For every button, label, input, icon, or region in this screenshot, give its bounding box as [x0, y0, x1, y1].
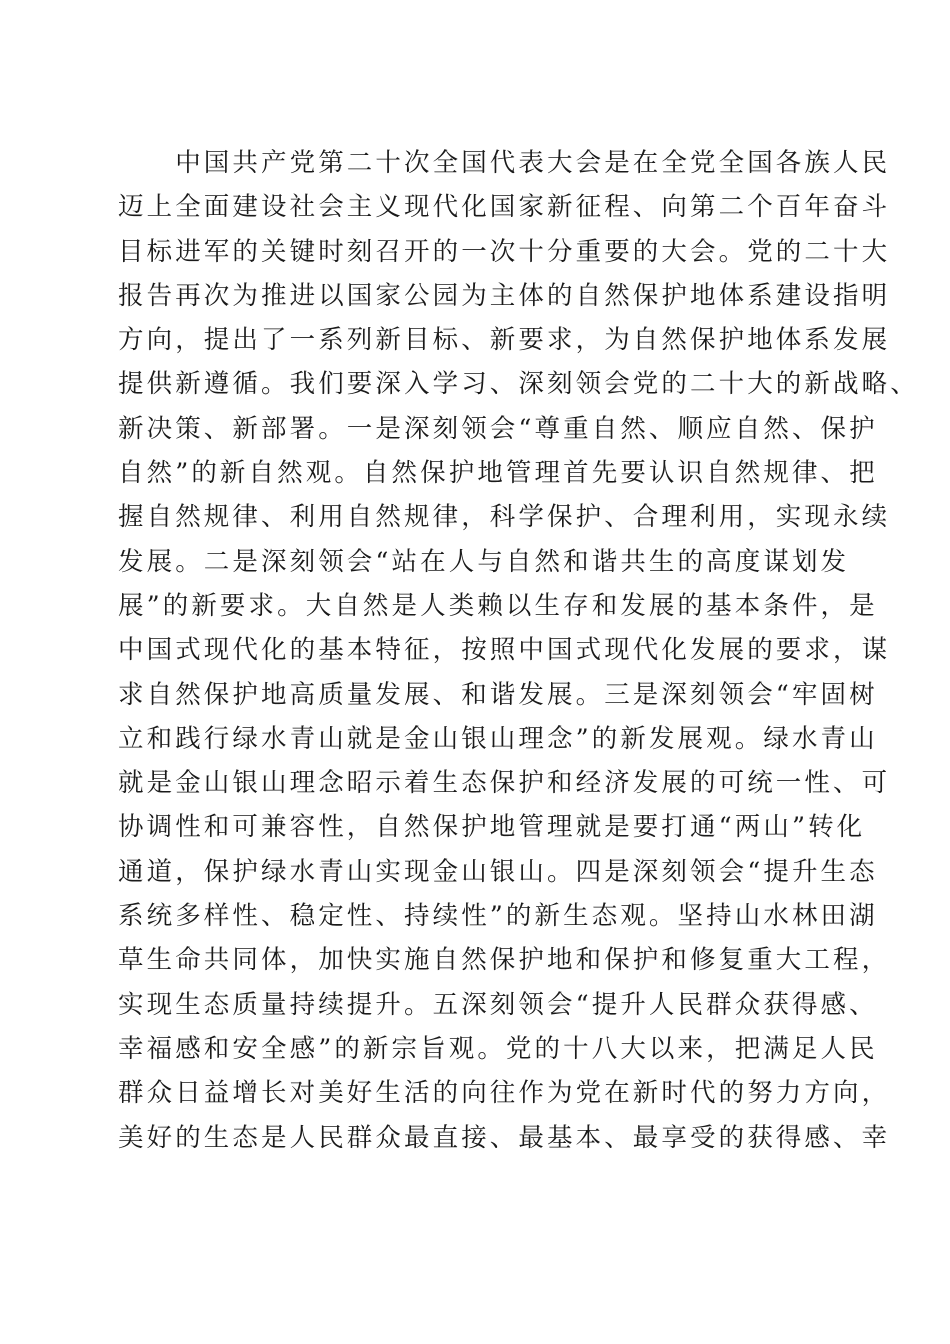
paragraph-line-11: 展”的新要求。大自然是人类赖以生存和发展的基本条件，是: [118, 590, 878, 621]
paragraph-line-2: 迈上全面建设社会主义现代化国家新征程、向第二个百年奋斗: [118, 192, 891, 223]
paragraph-line-12: 中国式现代化的基本特征，按照中国式现代化发展的要求，谋: [118, 635, 891, 666]
paragraph-line-20: 实现生态质量持续提升。五深刻领会“提升人民群众获得感、: [118, 989, 878, 1020]
paragraph-line-8: 自然”的新自然观。自然保护地管理首先要认识自然规律、把: [118, 458, 878, 489]
paragraph-line-22: 群众日益增长对美好生活的向往作为党在新时代的努力方向，: [118, 1078, 891, 1109]
paragraph-line-7: 新决策、新部署。一是深刻领会“尊重自然、顺应自然、保护: [118, 413, 878, 444]
paragraph-line-16: 协调性和可兼容性，自然保护地管理就是要打通“两山”转化: [118, 812, 866, 843]
paragraph-line-3: 目标进军的关键时刻召开的一次十分重要的大会。党的二十大: [118, 236, 891, 267]
paragraph-line-5: 方向，提出了一系列新目标、新要求，为自然保护地体系发展: [118, 325, 891, 356]
paragraph-line-18: 系统多样性、稳定性、持续性”的新生态观。坚持山水林田湖: [118, 901, 878, 932]
paragraph-line-6: 提供新遵循。我们要深入学习、深刻领会党的二十大的新战略、: [118, 369, 919, 400]
paragraph-line-21: 幸福感和安全感”的新宗旨观。党的十八大以来，把满足人民: [118, 1033, 878, 1064]
paragraph-line-15: 就是金山银山理念昭示着生态保护和经济发展的可统一性、可: [118, 768, 891, 799]
paragraph-line-9: 握自然规律、利用自然规律，科学保护、合理利用，实现永续: [118, 502, 891, 533]
paragraph-line-14: 立和践行绿水青山就是金山银山理念”的新发展观。绿水青山: [118, 723, 878, 754]
paragraph-line-17: 通道，保护绿水青山实现金山银山。四是深刻领会“提升生态: [118, 856, 878, 887]
paragraph-line-4: 报告再次为推进以国家公园为主体的自然保护地体系建设指明: [118, 280, 891, 311]
paragraph-line-23: 美好的生态是人民群众最直接、最基本、最享受的获得感、幸: [118, 1122, 891, 1153]
paragraph-line-1: 中国共产党第二十次全国代表大会是在全党全国各族人民: [118, 148, 891, 178]
paragraph-line-10: 发展。二是深刻领会“站在人与自然和谐共生的高度谋划发: [118, 546, 850, 577]
paragraph-line-13: 求自然保护地高质量发展、和谐发展。三是深刻领会“牢固树: [118, 679, 878, 710]
paragraph-line-19: 草生命共同体，加快实施自然保护地和保护和修复重大工程，: [118, 945, 891, 976]
body-paragraph: [118, 141, 919, 1160]
